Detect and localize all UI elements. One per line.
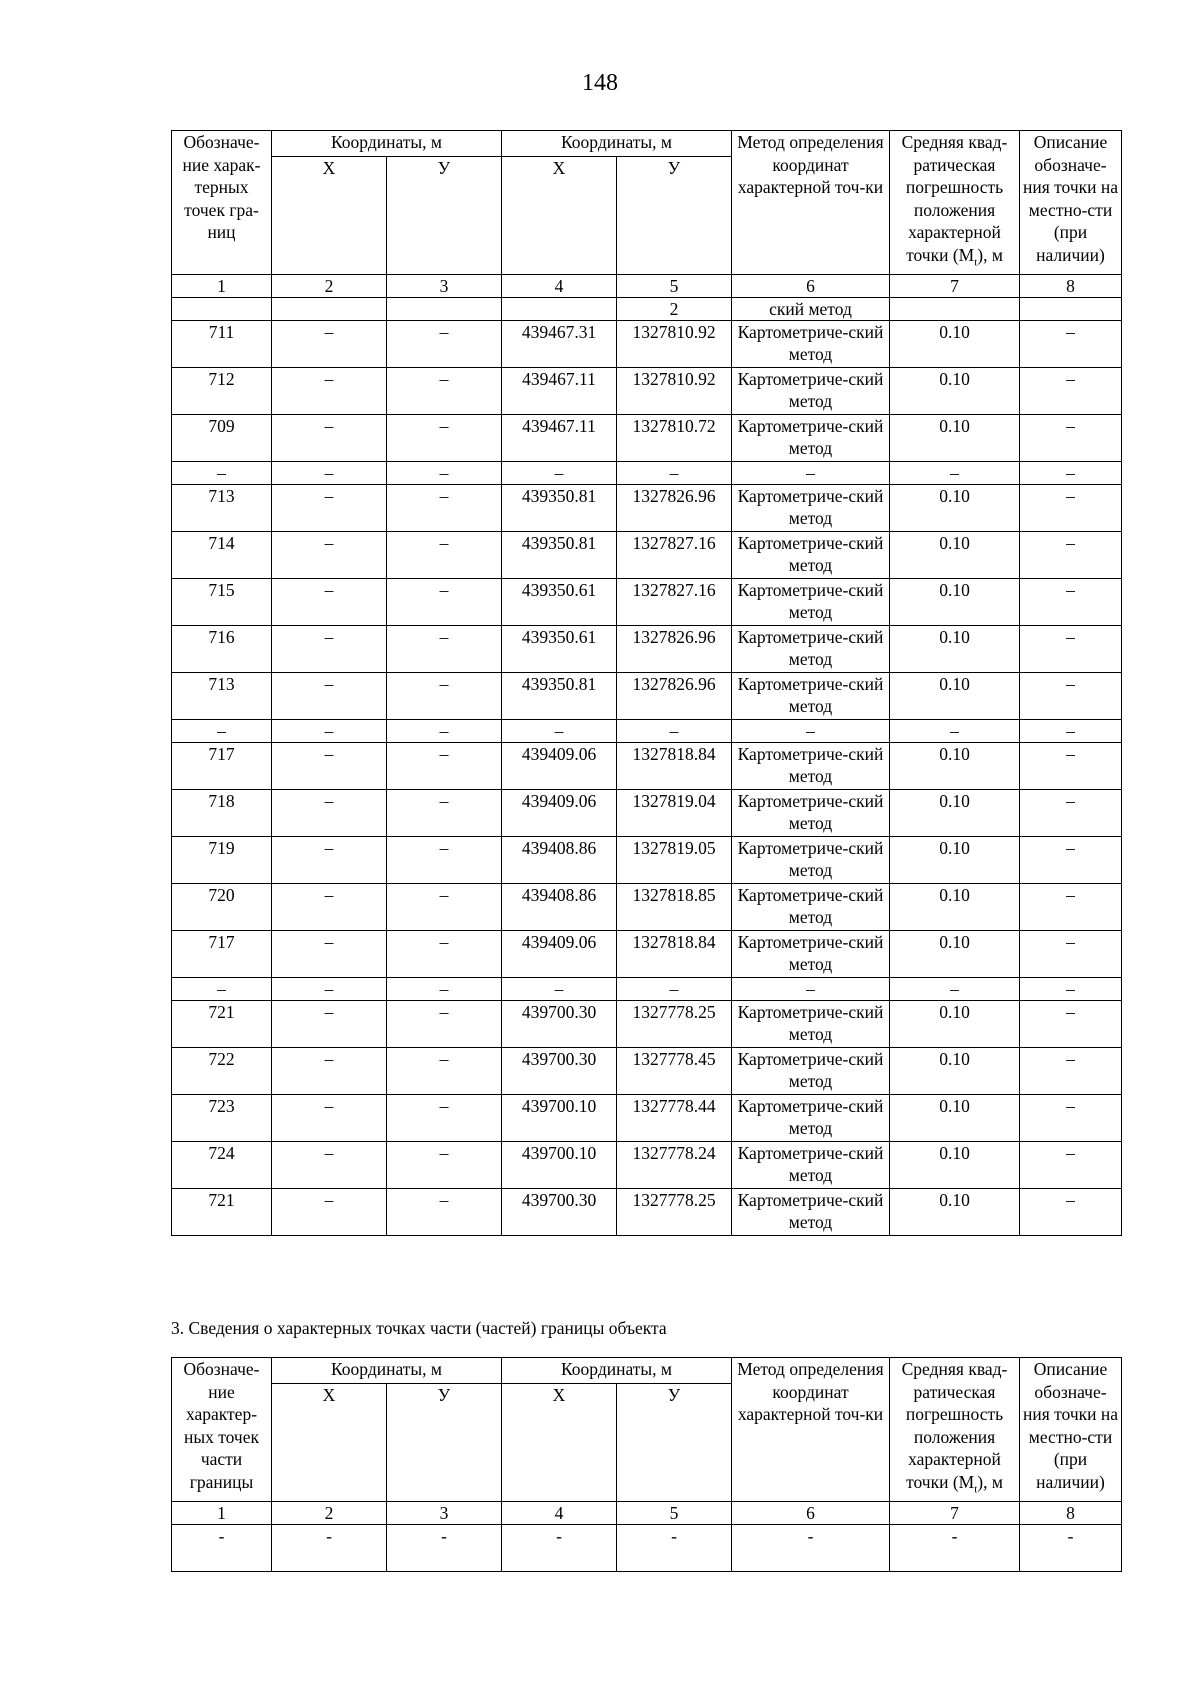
header-method: Метод определения координат характерной точ-ки [732,131,890,275]
cell-error: 0.10 [890,1188,1020,1235]
cell-x-coord-2: – [502,977,617,1000]
cell-point-id: 717 [172,930,272,977]
cell-error: 0.10 [890,930,1020,977]
cell-x-coord-1: – [272,484,387,531]
cell-x-coord-1: – [272,461,387,484]
header-coordinates-1: Координаты, м [272,1358,502,1384]
header-x: Х [502,1383,617,1501]
cell-error: 0.10 [890,742,1020,789]
header-description: Описание обозначе-ния точки на местно-сти (при наличии) [1020,1358,1122,1502]
cell-y-coord-2: 1327810.92 [617,320,732,367]
header-designation: Обозначе-ние харак-терных точек гра-ниц [172,131,272,275]
cell-error: 0.10 [890,836,1020,883]
carryover-method: ский метод [732,297,890,320]
column-number: 2 [272,1501,387,1524]
cell-x-coord-2: 439467.31 [502,320,617,367]
cell-y-coord-1: – [387,977,502,1000]
table-row [172,742,1122,789]
cell-description: – [1020,414,1122,461]
table-row [172,461,1122,484]
header-coordinates-2: Координаты, м [502,1358,732,1384]
cell-error: 0.10 [890,672,1020,719]
table-row [172,836,1122,883]
header-designation: Обозначе-ние характер-ных точек части границы [172,1358,272,1502]
column-number: 3 [387,274,502,297]
cell-x-coord-2: 439350.81 [502,484,617,531]
cell-x-coord-1: – [272,1141,387,1188]
cell-description: – [1020,719,1122,742]
cell-point-id: 711 [172,320,272,367]
cell-error: 0.10 [890,625,1020,672]
carryover-cell [272,297,387,320]
cell-error: 0.10 [890,1047,1020,1094]
table-row [172,930,1122,977]
cell-y-coord-1: – [387,1047,502,1094]
cell-description: – [1020,1000,1122,1047]
carryover-y: 2 [617,297,732,320]
header-y: У [617,156,732,274]
cell-x-coord-1: – [272,742,387,789]
cell-y-coord-2: 1327818.84 [617,930,732,977]
cell-method: Картометриче-ский метод [732,883,890,930]
column-number: 5 [617,1501,732,1524]
cell-y-coord-2: 1327818.84 [617,742,732,789]
header-x: Х [272,1383,387,1501]
cell-point-id: 714 [172,531,272,578]
cell-description: – [1020,1094,1122,1141]
cell-description: – [1020,742,1122,789]
cell-x-coord-1: – [272,1047,387,1094]
cell-method: Картометриче-ский метод [732,1000,890,1047]
column-number: 6 [732,274,890,297]
table-row [172,789,1122,836]
cell-y-coord-2: 1327778.25 [617,1188,732,1235]
cell-description: – [1020,672,1122,719]
cell-description: – [1020,1188,1122,1235]
table-row [172,977,1122,1000]
cell-y-coord-1: – [387,461,502,484]
cell-description: – [1020,320,1122,367]
cell-method: Картометриче-ский метод [732,578,890,625]
cell-x-coord-1: – [272,930,387,977]
cell-method: Картометриче-ский метод [732,1094,890,1141]
header-y: У [387,1383,502,1501]
cell-x-coord-1: – [272,625,387,672]
part-boundary-points-table [171,1357,1122,1572]
cell-point-id: 718 [172,789,272,836]
cell-y-coord-2: 1327810.92 [617,367,732,414]
table-row [172,367,1122,414]
table-row [172,1524,1122,1571]
cell-y-coord-1: – [387,883,502,930]
cell-x-coord-2: 439700.10 [502,1094,617,1141]
cell-description: – [1020,578,1122,625]
cell-error: 0.10 [890,1094,1020,1141]
cell-method: Картометриче-ский метод [732,484,890,531]
cell-error: 0.10 [890,367,1020,414]
cell-method: – [732,977,890,1000]
cell-method: Картометриче-ский метод [732,625,890,672]
carryover-cell [502,297,617,320]
cell-error: – [890,461,1020,484]
cell-point-id: 709 [172,414,272,461]
cell-x-coord-1: – [272,367,387,414]
table-row [172,320,1122,367]
cell-x-coord-2: 439408.86 [502,836,617,883]
cell-y-coord-1: – [387,1141,502,1188]
cell-method: Картометриче-ский метод [732,367,890,414]
cell-error: – [890,719,1020,742]
cell-y-coord-2: 1327819.04 [617,789,732,836]
cell-x-coord-2: 439700.30 [502,1047,617,1094]
cell-y-coord-1: – [387,625,502,672]
cell-x-coord-1: – [272,414,387,461]
table-row [172,1188,1122,1235]
cell-y-coord-1: – [387,484,502,531]
header-coordinates-1: Координаты, м [272,131,502,157]
cell-y-coord-1: – [387,531,502,578]
header-error: Средняя квад-ратическая погрешность положения характерной точки $(M_t)$, м [890,131,1020,275]
cell-point-id: 721 [172,1188,272,1235]
cell-y-coord-1: – [387,367,502,414]
cell-description: - [1020,1524,1122,1571]
cell-x-coord-1: – [272,672,387,719]
cell-y-coord-2: 1327778.25 [617,1000,732,1047]
cell-y-coord-2: 1327827.16 [617,531,732,578]
cell-method: Картометриче-ский метод [732,672,890,719]
cell-point-id: 719 [172,836,272,883]
coordinates-table [171,130,1122,1236]
header-coordinates-2: Координаты, м [502,131,732,157]
cell-y-coord-2: 1327778.45 [617,1047,732,1094]
cell-point-id: – [172,461,272,484]
cell-x-coord-2: 439467.11 [502,367,617,414]
column-number: 4 [502,1501,617,1524]
page-number: 148 [582,70,618,96]
table-row [172,531,1122,578]
column-number: 5 [617,274,732,297]
column-number: 7 [890,274,1020,297]
header-y: У [387,156,502,274]
cell-y-coord-2: – [617,461,732,484]
cell-x-coord-1: – [272,1188,387,1235]
cell-error: 0.10 [890,789,1020,836]
cell-method: – [732,461,890,484]
header-y: У [617,1383,732,1501]
cell-method: Картометриче-ский метод [732,531,890,578]
cell-point-id: 713 [172,484,272,531]
cell-x-coord-2: 439350.61 [502,625,617,672]
cell-method: Картометриче-ский метод [732,930,890,977]
cell-y-coord-2: – [617,977,732,1000]
cell-y-coord-2: 1327778.44 [617,1094,732,1141]
cell-description: – [1020,977,1122,1000]
cell-y-coord-1: – [387,1188,502,1235]
cell-y-coord-2: 1327826.96 [617,672,732,719]
cell-method: Картометриче-ский метод [732,836,890,883]
column-number: 8 [1020,1501,1122,1524]
cell-y-coord-2: 1327819.05 [617,836,732,883]
cell-description: – [1020,883,1122,930]
cell-method: Картометриче-ский метод [732,1188,890,1235]
cell-point-id: 724 [172,1141,272,1188]
cell-description: – [1020,930,1122,977]
cell-x-coord-2: 439700.10 [502,1141,617,1188]
cell-error: 0.10 [890,484,1020,531]
carryover-cell [890,297,1020,320]
cell-y-coord-2: 1327826.96 [617,484,732,531]
cell-point-id: 720 [172,883,272,930]
table-row [172,484,1122,531]
cell-y-coord-1: – [387,930,502,977]
cell-description: – [1020,1047,1122,1094]
cell-x-coord-2: – [502,719,617,742]
cell-x-coord-1: – [272,789,387,836]
cell-y-coord-1: – [387,1094,502,1141]
cell-x-coord-2: 439409.06 [502,742,617,789]
cell-x-coord-2: 439700.30 [502,1000,617,1047]
cell-x-coord-1: – [272,1094,387,1141]
column-number: 8 [1020,274,1122,297]
cell-point-id: 716 [172,625,272,672]
cell-description: – [1020,461,1122,484]
cell-method: Картометриче-ский метод [732,414,890,461]
cell-x-coord-1: – [272,977,387,1000]
cell-y-coord-2: – [617,719,732,742]
table-row [172,1000,1122,1047]
cell-y-coord-2: 1327827.16 [617,578,732,625]
cell-description: – [1020,1141,1122,1188]
header-description: Описание обозначе-ния точки на местно-сти (при наличии) [1020,131,1122,275]
cell-point-id: 723 [172,1094,272,1141]
column-number: 7 [890,1501,1020,1524]
cell-method: Картометриче-ский метод [732,1141,890,1188]
table-row [172,578,1122,625]
cell-x-coord-2: 439408.86 [502,883,617,930]
table-row [172,719,1122,742]
cell-description: – [1020,531,1122,578]
header-method: Метод определения координат характерной точ-ки [732,1358,890,1502]
cell-y-coord-1: – [387,1000,502,1047]
cell-method: Картометриче-ский метод [732,742,890,789]
table-row [172,625,1122,672]
table-row [172,883,1122,930]
cell-method: – [732,719,890,742]
cell-point-id: – [172,719,272,742]
cell-error: 0.10 [890,320,1020,367]
column-number: 3 [387,1501,502,1524]
cell-point-id: 715 [172,578,272,625]
table-row [172,672,1122,719]
table-row [172,1047,1122,1094]
cell-y-coord-2: - [617,1524,732,1571]
cell-x-coord-2: 439350.81 [502,672,617,719]
cell-point-id: 721 [172,1000,272,1047]
cell-x-coord-1: – [272,531,387,578]
cell-x-coord-1: - [272,1524,387,1571]
cell-method: Картометриче-ский метод [732,1047,890,1094]
column-number: 4 [502,274,617,297]
cell-error: 0.10 [890,1000,1020,1047]
cell-method: Картометриче-ский метод [732,320,890,367]
cell-x-coord-1: – [272,578,387,625]
cell-error: 0.10 [890,1141,1020,1188]
table-row [172,1141,1122,1188]
cell-x-coord-1: – [272,883,387,930]
cell-description: – [1020,836,1122,883]
cell-description: – [1020,789,1122,836]
cell-y-coord-1: - [387,1524,502,1571]
cell-y-coord-1: – [387,414,502,461]
cell-x-coord-2: 439350.61 [502,578,617,625]
header-x: Х [502,156,617,274]
cell-error: 0.10 [890,578,1020,625]
column-number: 2 [272,274,387,297]
cell-x-coord-2: – [502,461,617,484]
cell-x-coord-2: 439350.81 [502,531,617,578]
cell-x-coord-2: 439467.11 [502,414,617,461]
cell-point-id: – [172,977,272,1000]
cell-description: – [1020,484,1122,531]
cell-error: 0.10 [890,414,1020,461]
column-number: 6 [732,1501,890,1524]
header-x: Х [272,156,387,274]
section-title: 3. Сведения о характерных точках части (частей) границы объекта [171,1318,667,1338]
table-row [172,1094,1122,1141]
cell-error: 0.10 [890,531,1020,578]
cell-method: - [732,1524,890,1571]
cell-y-coord-1: – [387,836,502,883]
cell-x-coord-2: 439409.06 [502,789,617,836]
cell-point-id: 713 [172,672,272,719]
cell-x-coord-1: – [272,836,387,883]
cell-y-coord-2: 1327778.24 [617,1141,732,1188]
cell-x-coord-1: – [272,1000,387,1047]
cell-x-coord-1: – [272,320,387,367]
cell-y-coord-1: – [387,320,502,367]
cell-point-id: 712 [172,367,272,414]
cell-y-coord-2: 1327810.72 [617,414,732,461]
cell-point-id: 717 [172,742,272,789]
cell-y-coord-1: – [387,742,502,789]
cell-error: 0.10 [890,883,1020,930]
cell-method: Картометриче-ский метод [732,789,890,836]
table-row [172,414,1122,461]
cell-x-coord-1: – [272,719,387,742]
cell-y-coord-1: – [387,719,502,742]
cell-y-coord-2: 1327826.96 [617,625,732,672]
carryover-cell [1020,297,1122,320]
cell-error: - [890,1524,1020,1571]
cell-description: – [1020,367,1122,414]
cell-point-id: - [172,1524,272,1571]
column-number: 1 [172,274,272,297]
cell-y-coord-2: 1327818.85 [617,883,732,930]
carryover-cell [172,297,272,320]
cell-description: – [1020,625,1122,672]
cell-x-coord-2: 439700.30 [502,1188,617,1235]
cell-y-coord-1: – [387,789,502,836]
cell-y-coord-1: – [387,578,502,625]
header-error: Средняя квад-ратическая погрешность положения характерной точки $(M_t)$, м [890,1358,1020,1502]
carryover-cell [387,297,502,320]
cell-x-coord-2: 439409.06 [502,930,617,977]
cell-error: – [890,977,1020,1000]
cell-y-coord-1: – [387,672,502,719]
cell-point-id: 722 [172,1047,272,1094]
cell-x-coord-2: - [502,1524,617,1571]
column-number: 1 [172,1501,272,1524]
